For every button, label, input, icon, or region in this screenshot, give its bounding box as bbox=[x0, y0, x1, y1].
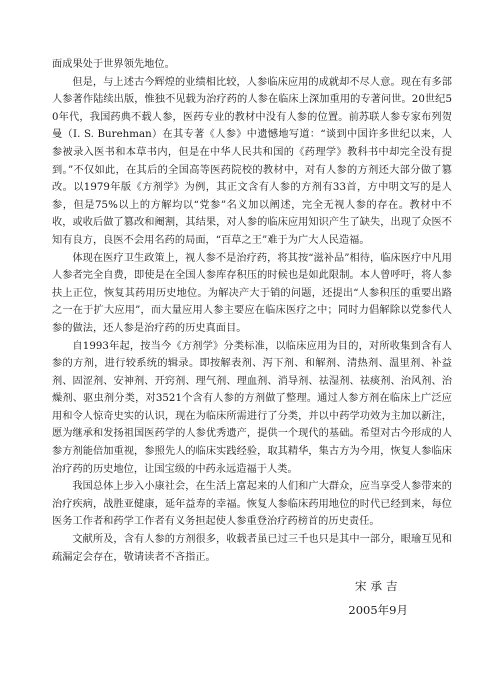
author-name: 宋承吉 bbox=[354, 579, 402, 593]
signature-date: 2005年9月 bbox=[348, 603, 408, 617]
paragraph-closing: 文献所及，含有人参的方剂很多，收载者虽已过三千也只是其中一部分，眼瑜互见和疏漏定会存在，敬请读者不吝指正。 bbox=[52, 534, 452, 563]
paragraph-society: 我国总体上步入小康社会，在生活上富起来的人们和广大群众，应当享受人参带来的治疗疾病，战胜亚健康，延年益寿的幸福。恢复人参临床药用地位的时代已经到来，每位医务工作者和药学工作者有义务担起使人参重登治疗药榜首的历史责任。 bbox=[52, 481, 452, 528]
paragraph-continuation: 面成果处于世界领先地位。 bbox=[52, 59, 175, 70]
paragraph-comparison: 但是，与上述古今辉煌的业绩相比较，人参临床应用的成就却不尽人意。现在有多部人参著作陆续出版，惟独不见载为治疗药的人参在临床上深加重用的专著问世。20世纪50年代，我国药典不载人参，医药专业的教材中没有人参的位置。前苏联人参专家布列贺曼（I. S. Burehman）在其专著《人参》中遗憾地写道：“谈到中国许多世纪以来，人参被录入医书和本草书内，但是在中华人民共和国的《药理学》教科书中却完全没有提到。”不仅如此，在其后的全国高等医药院校的教材中，对有人参的方剂还大部分做了篡改。以1979年版《方剂学》为例，其正文含有人参的方剂有33首，方中明文写的是人参，但是75%以上的方解均以“党参”名义加以阐述，完全无视人参的存在。教材中不收，或收后做了篡改和阉割，其结果，对人参的临床应用知识产生了缺失，出现了众医不知有良方，良医不会用名药的局面，“百草之王”难于为广大人民造福。 bbox=[52, 76, 452, 246]
paragraph-compilation: 自1993年起，按当今《方剂学》分类标准，以临床应用为目的，对所收集到含有人参的方剂，进行较系统的辑录。即按解表剂、泻下剂、和解剂、清热剂、温里剂、补益剂、固涩剂、安神剂、开窍剂、理气剂、理血剂、消导剂、祛湿剂、祛痰剂、治风剂、治燥剂、驱虫剂分类，对3521个含有人参的方剂做了整理。通过人参方剂在临床上广泛应用和令人惊奇史实的认识，现在为临床所需进行了分类，并以中药学功效为主加以新注，愿为继承和发扬祖国医药学的人参优秀遗产，提供一个现代的基础。希望对古今形成的人参方剂能倍加重视，参照先人的临床实践经验，取其精华，集古方为今用，恢复人参临床治疗药的历史地位，让国宝级的中药永远造福于人类。 bbox=[52, 340, 452, 475]
signature-block bbox=[348, 575, 408, 621]
paragraph-health-policy: 体现在医疗卫生政策上，视人参不是治疗药，将其按“滋补品”相待，临床医疗中凡用人参者完全自费，即使是在全国人参库存积压的时候也是如此限制。本人曾呼吁，将人参扶上正位，恢复其药用历史地位。为解决产大于销的问题，还提出“人参积压的重要出路之一在于扩大应用”，而大量应用人参主要应在临床医疗之中；同时力倡解除以党参代人参的做法，还人参是治疗药的历史真面目。 bbox=[52, 252, 452, 334]
